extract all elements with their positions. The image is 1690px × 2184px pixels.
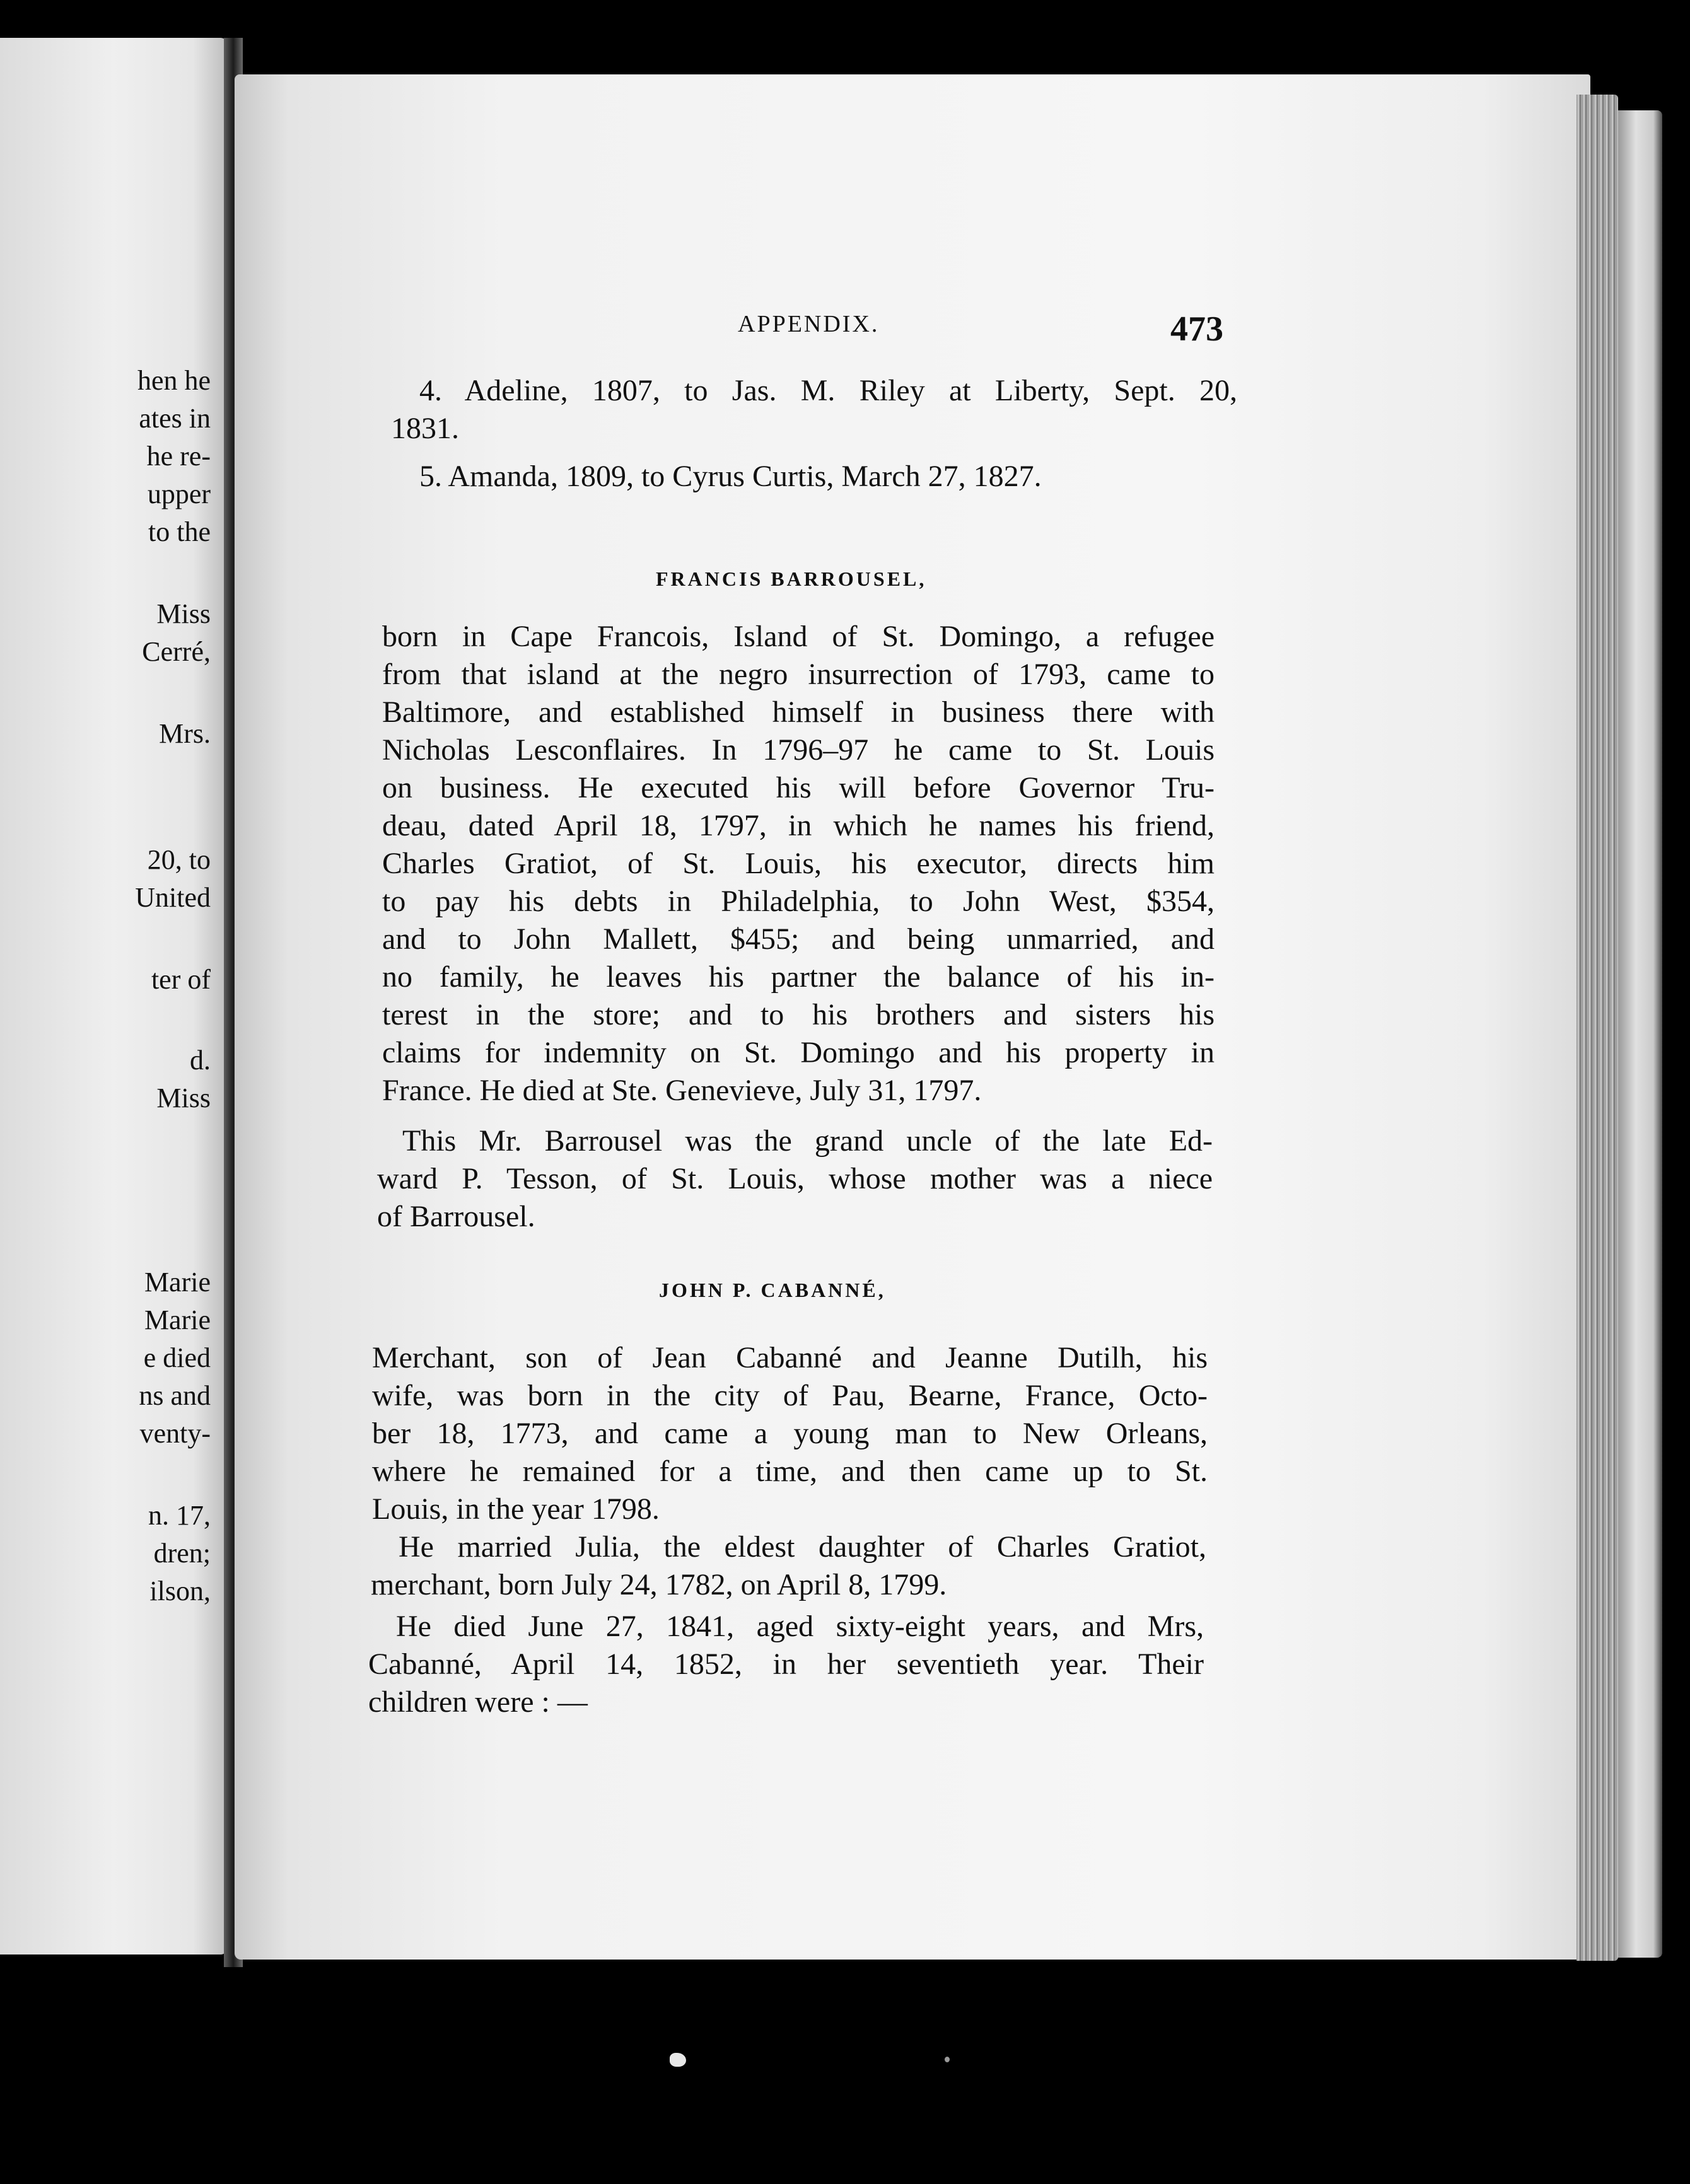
left-fragment: dren;: [153, 1538, 211, 1569]
left-fragment: to the: [148, 516, 211, 547]
left-fragment: e died: [143, 1342, 211, 1373]
left-fragment: he re-: [146, 441, 211, 472]
paragraph: He died June 27, 1841, aged sixty-eight years, and Mrs, Cabanné, April 14, 1852, in her seventieth year. Their children were : —: [368, 1610, 1204, 1719]
left-fragment: n. 17,: [148, 1500, 211, 1531]
section-heading: JOHN P. CABANNÉ,: [659, 1279, 886, 1301]
left-fragment: 20, to: [147, 844, 211, 875]
left-fragment: Marie: [144, 1267, 211, 1298]
left-fragment: Miss: [156, 1083, 211, 1113]
page-number: 473: [1170, 310, 1223, 349]
left-page: [0, 38, 227, 1955]
left-fragment: ter of: [151, 964, 211, 995]
paragraph: He married Julia, the eldest daughter of Charles Gratiot, merchant, born July 24, 1782, on April 8, 1799.: [371, 1530, 1206, 1601]
paragraph: Merchant, son of Jean Cabanné and Jeanne Dutilh, his wife, was born in the city of Pau, Bearne, France, Octo- ber 18, 1773, and came a young man to New Orleans, where he remained for a time, and then came up to St. Louis, in the year 1798.: [372, 1341, 1208, 1526]
page-edges: [1576, 95, 1618, 1961]
left-fragment: Cerré,: [142, 636, 211, 667]
list-item: 4. Adeline, 1807, to Jas. M. Riley at Liberty, Sept. 20,: [419, 374, 1237, 407]
book-cover-edge: [1618, 110, 1662, 1958]
list-item: 5. Amanda, 1809, to Cyrus Curtis, March 27, 1827.: [419, 460, 1042, 493]
list-item-continuation: 1831.: [391, 412, 459, 445]
dust-speck: [670, 2053, 686, 2067]
left-fragment: d.: [190, 1045, 211, 1076]
left-fragment: upper: [147, 479, 211, 509]
paragraph: born in Cape Francois, Island of St. Domingo, a refugee from that island at the negro insurrection of 1793, came to Baltimore, and established himself in business there with Nicholas Lesconflaires. In 1796–97 he came to St. Louis on business. He executed his will before Governor Tru- deau, dated April 18, 1797, in which he names his friend, Charles Gratiot, of St. Louis, his executor, directs him to pay his debts in Philadelphia, to John West, $354, and to John Mallett, $455; and being unmarried, and no family, he leaves his partner the balance of his in- terest in the store; and to his brothers and sisters his claims for indemnity on St. Domingo and his property in France. He died at Ste. Genevieve, July 31, 1797.: [382, 620, 1215, 1107]
left-fragment: ates in: [139, 403, 211, 434]
left-fragment: venty-: [139, 1418, 211, 1449]
section-heading: FRANCIS BARROUSEL,: [656, 567, 927, 590]
dust-speck: [945, 2057, 950, 2062]
left-fragment: United: [135, 882, 211, 913]
running-head: APPENDIX.: [738, 311, 880, 337]
left-fragment: ilson,: [149, 1576, 211, 1606]
left-fragment: Mrs.: [159, 718, 211, 749]
left-fragment: Miss: [156, 598, 211, 629]
left-fragment: hen he: [137, 365, 211, 396]
left-fragment: ns and: [139, 1380, 211, 1411]
left-fragment: Marie: [144, 1304, 211, 1335]
paragraph: This Mr. Barrousel was the grand uncle of the late Ed- ward P. Tesson, of St. Louis, whose mother was a niece of Barrousel.: [377, 1124, 1213, 1233]
